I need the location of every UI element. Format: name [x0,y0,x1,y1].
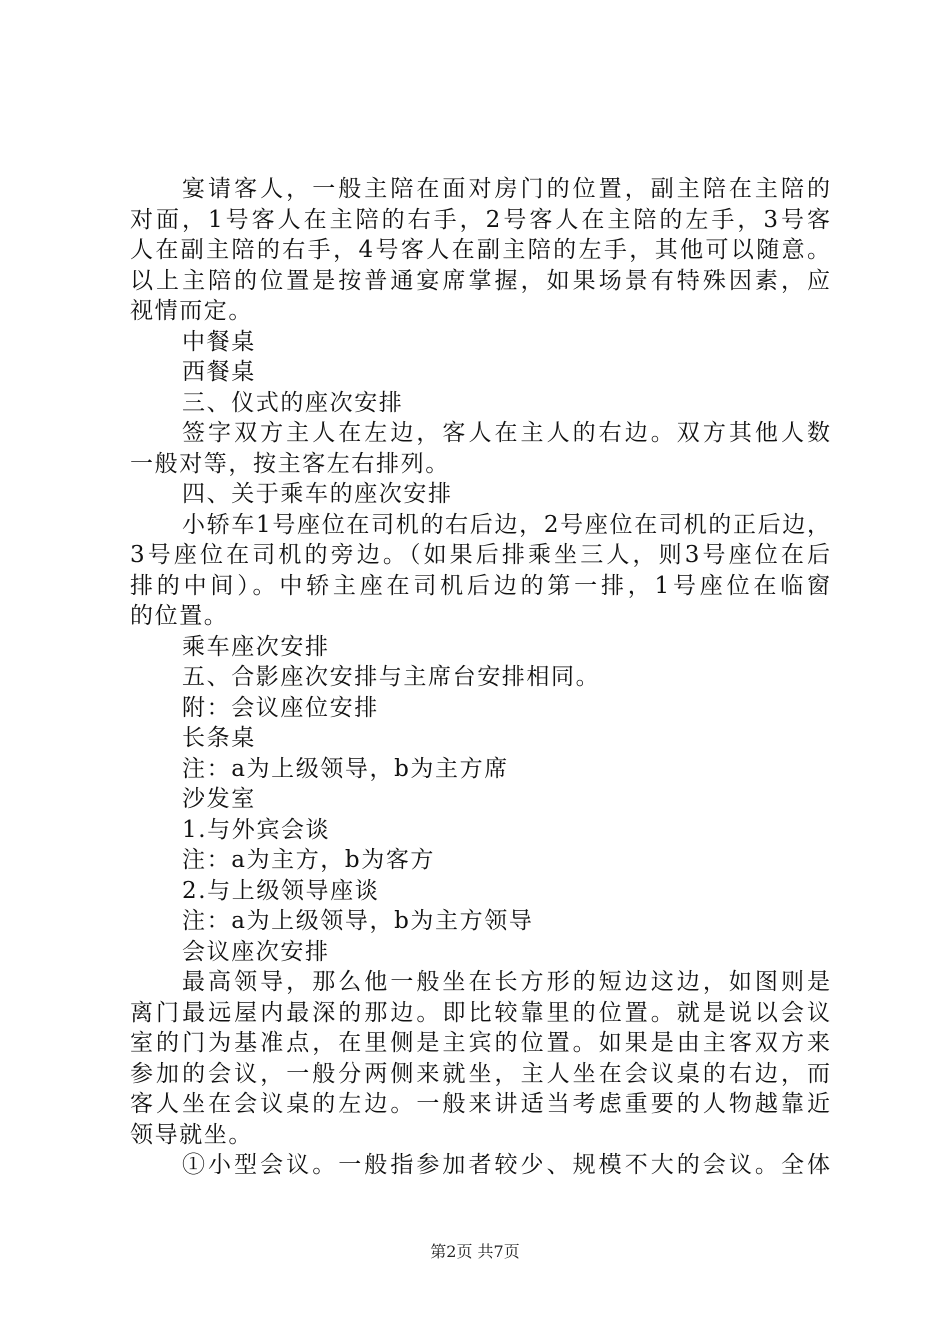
paragraph-line: 室的门为基准点，在里侧是主宾的位置。如果是由主客双方来 [130,1030,830,1056]
paragraph-line: 以上主陪的位置是按普通宴席掌握，如果场景有特殊因素，应 [130,267,830,294]
list-item: 2.与上级领导座谈 [182,877,380,904]
document-body [130,174,830,1181]
paragraph-line: 视情而定。 [130,298,253,324]
paragraph-line: 签字双方主人在左边，客人在主人的右边。双方其他人数 [182,420,830,446]
paragraph-line: 人在副主陪的右手，4号客人在副主陪的左手，其他可以随意。 [130,237,830,263]
figure-caption: 中餐桌 [182,328,256,355]
paragraph-line: 离门最远屋内最深的那边。即比较靠里的位置。就是说以会议 [130,999,830,1026]
appendix-heading: 附：会议座位安排 [182,694,379,721]
paragraph-line: 对面，1号客人在主陪的右手，2号客人在主陪的左手，3号客 [130,206,830,233]
section-heading: 三、仪式的座次安排 [182,389,404,416]
paragraph-line: 最高领导，那么他一般坐在长方形的短边这边，如图则是 [182,969,830,995]
list-item: 1.与外宾会谈 [182,816,331,843]
section-heading: 五、合影座次安排与主席台安排相同。 [182,664,601,690]
note-line: 注：a为主方，b为客方 [182,847,436,873]
paragraph-line: 一般对等，按主客左右排列。 [130,450,450,477]
figure-caption: 长条桌 [182,725,256,751]
paragraph-line: ①小型会议。一般指参加者较少、规模不大的会议。全体 [182,1152,830,1178]
paragraph-line: 排的中间）。中轿主座在司机后边的第一排，1号座位在临窗 [130,572,830,599]
paragraph-line: 3号座位在司机的旁边。（如果后排乘坐三人，则3号座位在后 [130,542,830,568]
figure-caption: 沙发室 [182,786,256,812]
figure-caption: 西餐桌 [182,359,256,385]
note-line: 注：a为上级领导，b为主方席 [182,755,509,782]
section-heading: 四、关于乘车的座次安排 [182,481,453,507]
paragraph-line: 小轿车1号座位在司机的右后边，2号座位在司机的正后边， [182,511,830,538]
paragraph-line: 领导就坐。 [130,1121,253,1148]
paragraph-line: 的位置。 [130,603,229,629]
page-number-footer: 第2页 共7页 [430,1242,520,1261]
paragraph-line: 参加的会议，一般分两侧来就坐，主人坐在会议桌的右边，而 [130,1060,830,1087]
figure-caption: 会议座次安排 [182,938,330,965]
paragraph-line: 客人坐在会议桌的左边。一般来讲适当考虑重要的人物越靠近 [130,1091,830,1117]
figure-caption: 乘车座次安排 [182,633,330,660]
paragraph-line: 宴请客人，一般主陪在面对房门的位置，副主陪在主陪的 [182,176,830,202]
note-line: 注：a为上级领导，b为主方领导 [182,908,534,934]
